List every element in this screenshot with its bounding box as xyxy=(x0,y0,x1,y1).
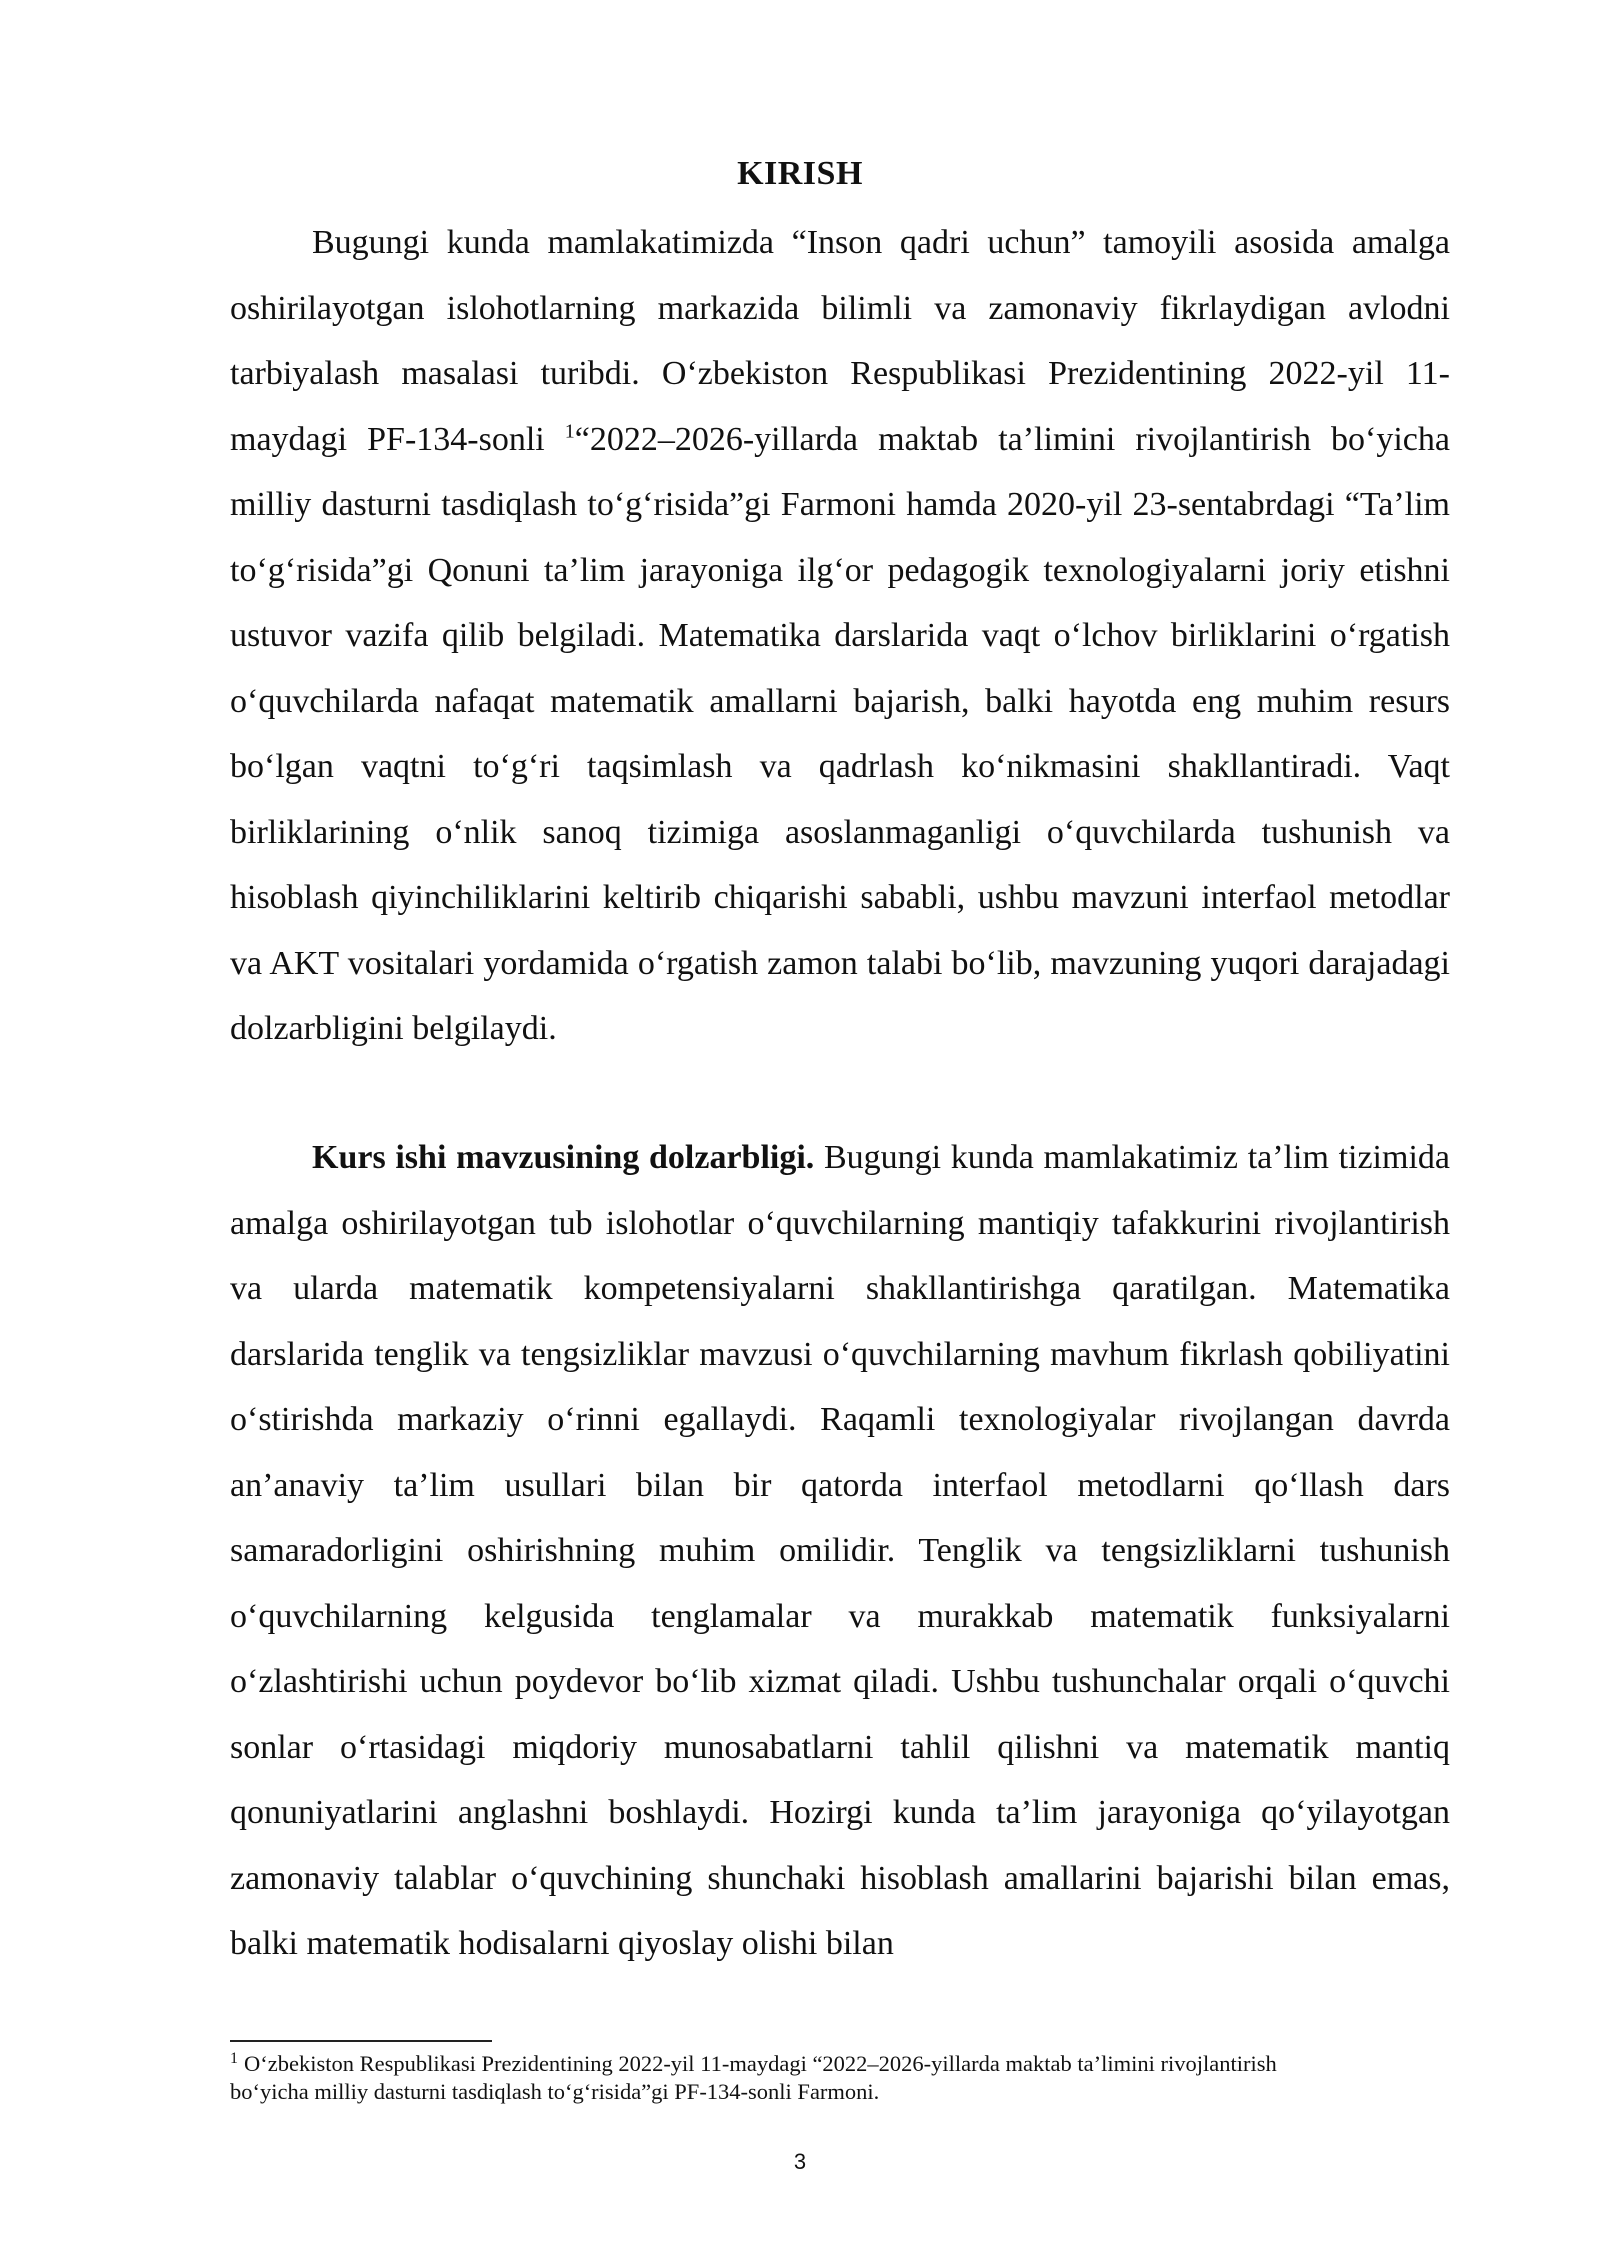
relevance-text: Bugungi kunda mamlakatimiz ta’lim tizimida amalga oshirilayotgan tub islohotlar o‘quvchilarning mantiqiy tafakkurini rivojlantirish va ularda matematik kompetensiyalarni shakllantirishga qaratilgan. Matematika darslarida tenglik va tengsizliklar mavzusi o‘quvchilarning mavhum fikrlash qobiliyatini o‘stirishda markaziy o‘rinni egallaydi. Raqamli texnologiyalar rivojlangan davrda an’anaviy ta’lim usullari bilan bir qatorda interfaol metodlarni qo‘llash dars samaradorligini oshirishning muhim omilidir. Tenglik va tengsizliklarni tushunish o‘quvchilarning kelgusida tenglamalar va murakkab matematik funksiyalarni o‘zlashtirishi uchun poydevor bo‘lib xizmat qiladi. Ushbu tushunchalar orqali o‘quvchi sonlar o‘rtasidagi miqdoriy munosabatlarni tahlil qilishni va matematik mantiq qonuniyatlarini anglashni boshlaydi. Hozirgi kunda ta’lim jarayoniga qo‘yilayotgan zamonaviy talablar o‘quvchining shunchaki hisoblash amallarini bajarishi bilan emas, balki matematik hodisalarni qiyoslay olishi bilan xyxy=(230,1139,1450,1962)
intro-paragraph xyxy=(230,210,1450,1062)
footnote-reference[interactable]: 1 xyxy=(564,420,575,443)
section-heading: KIRISH xyxy=(737,155,863,192)
footnote-separator xyxy=(230,2040,492,2042)
relevance-paragraph xyxy=(230,1125,1450,1977)
intro-text-before-ref: Bugungi kunda mamlakatimizda “Inson qadri uchun” tamoyili asosida amalga oshirilayotgan islohotlarning markazida bilimli va zamonaviy fikrlaydigan avlodni tarbiyalash masalasi turibdi. O‘zbekiston Respublikasi Prezidentining 2022-yil 11-maydagi PF-134-sonli xyxy=(230,224,1450,458)
footnote-number: 1 xyxy=(230,2049,238,2067)
footnote xyxy=(230,2050,1350,2106)
relevance-heading: Kurs ishi mavzusining dolzarbligi. xyxy=(312,1139,815,1176)
intro-text-after-ref: “2022–2026-yillarda maktab ta’limini rivojlantirish bo‘yicha milliy dasturni tasdiqlash to‘g‘risida”gi Farmoni hamda 2020-yil 23-sentabrdagi “Ta’lim to‘g‘risida”gi Qonuni ta’lim jarayoniga ilg‘or pedagogik texnologiyalarni joriy etishni ustuvor vazifa qilib belgiladi. Matematika darslarida vaqt o‘lchov birliklarini o‘rgatish o‘quvchilarda nafaqat matematik amallarni bajarish, balki hayotda eng muhim resurs bo‘lgan vaqtni to‘g‘ri taqsimlash va qadrlash ko‘nikmasini shakllantiradi. Vaqt birliklarining o‘nlik sanoq tizimiga asoslanmaganligi o‘quvchilarda tushunish va hisoblash qiyinchiliklarini keltirib chiqarishi sababli, ushbu mavzuni interfaol metodlar va AKT vositalari yordamida o‘rgatish zamon talabi bo‘lib, mavzuning yuqori darajadagi dolzarbligini belgilaydi. xyxy=(230,420,1450,1047)
footnote-text: O‘zbekiston Respublikasi Prezidentining 2022-yil 11-maydagi “2022–2026-yillarda maktab ta’limini rivojlantirish bo‘yicha milliy dasturni tasdiqlash to‘g‘risida”gi PF-134-sonli Farmoni. xyxy=(230,2051,1277,2104)
page-number: 3 xyxy=(793,2149,807,2174)
